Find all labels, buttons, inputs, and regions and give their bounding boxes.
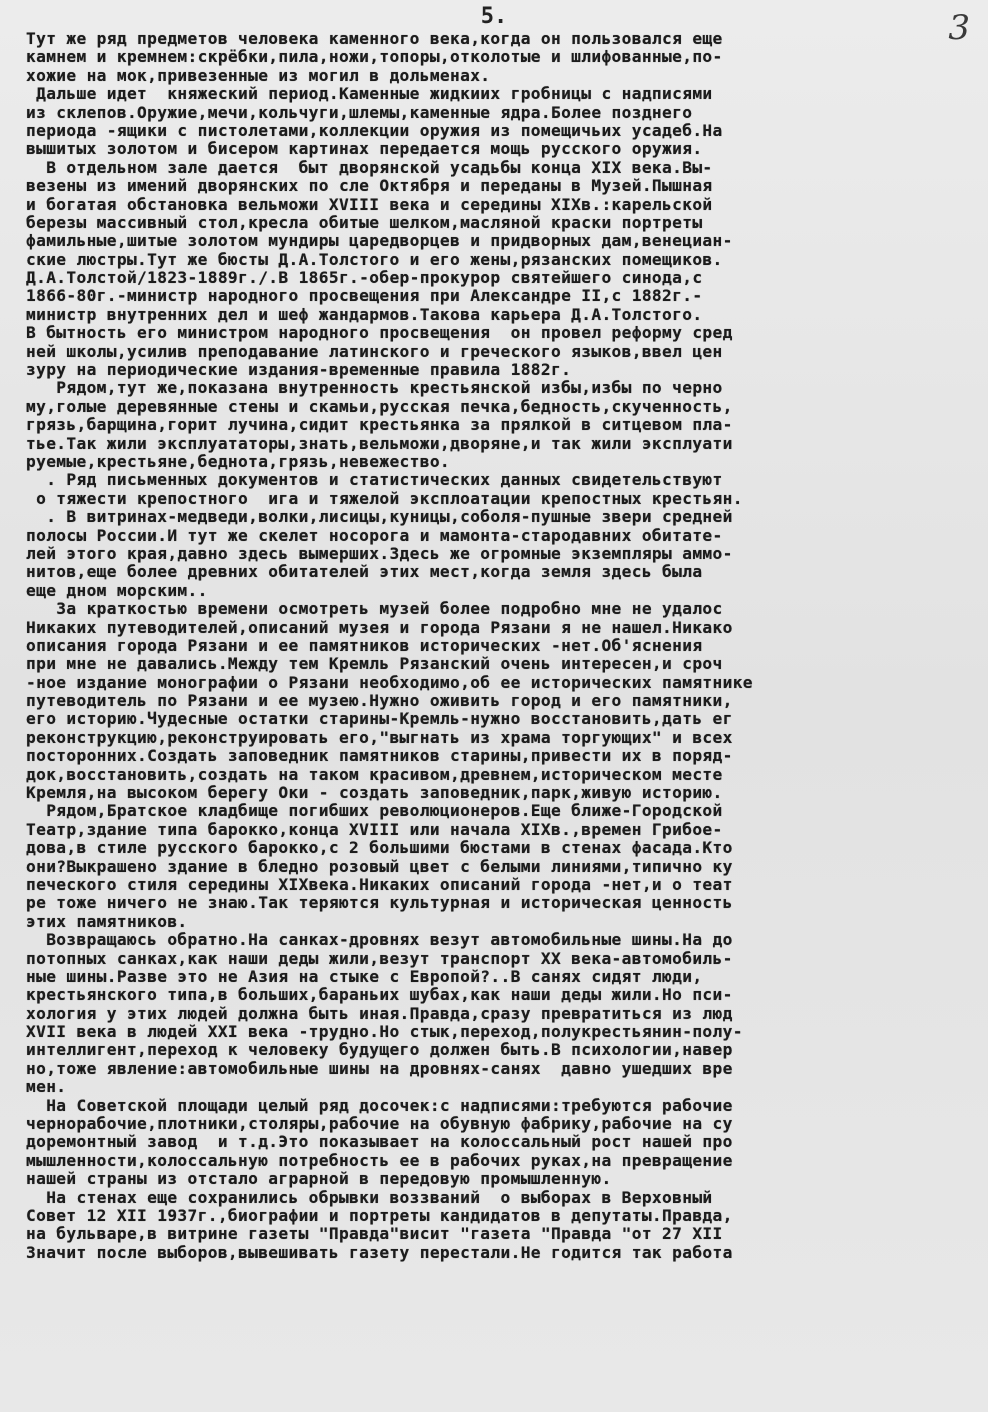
text-line: вышитых золотом и бисером картинах передается мощь русского оружия.: [26, 140, 703, 159]
text-line: На Советской площади целый ряд досочек:с надписями:требуются рабочие: [26, 1096, 733, 1115]
text-line: зуру на периодические издания-временные правила 1882г.: [26, 361, 572, 380]
text-line: нашей страны из отстало аграрной в передовую промышленную.: [26, 1170, 612, 1189]
text-line: XVII века в людей XXI века -трудно.Но стык,переход,полукрестьянин-полу-: [26, 1023, 743, 1042]
text-line: и богатая обстановка вельможи XVIII века и середины XIXв.:карельской: [26, 195, 713, 214]
text-line: чернорабочие,плотники,столяры,рабочие на обувную фабрику,рабочие на су: [26, 1115, 733, 1134]
text-line: . Ряд письменных документов и статистических данных свидетельствуют: [26, 471, 723, 490]
text-line: Дальше идет княжеский период.Каменные жидкиих гробницы с надписями: [26, 85, 713, 104]
text-line: хология у этих людей должна быть иная.Правда,сразу превратиться из люд: [26, 1004, 733, 1023]
text-line: описания города Рязани и ее памятников исторических -нет.Об'яснения: [26, 636, 703, 655]
text-line: еще дном морским..: [26, 581, 208, 600]
text-line: На стенах еще сохранились обрывки воззваний о выборах в Верховный: [26, 1188, 713, 1207]
text-line: Никаких путеводителей,описаний музея и города Рязани я не нашел.Никако: [26, 618, 733, 637]
text-line: печеского стиля середины XIXвека.Никаких описаний города -нет,и о теат: [26, 875, 733, 894]
text-line: Возвращаюсь обратно.На санках-дровнях везут автомобильные шины.На до: [26, 931, 733, 950]
text-line: потопных санках,как наши деды жили,везут транспорт XX века-автомобиль-: [26, 949, 733, 968]
typewritten-body: [26, 30, 966, 1262]
text-line: березы массивный стол,кресла обитые шелком,масляной краски портреты: [26, 213, 703, 232]
text-line: Значит после выборов,вывешивать газету перестали.Не годится так работа: [26, 1243, 733, 1262]
text-line: Кремля,на высоком берегу Оки - создать заповедник,парк,живую историю.: [26, 784, 723, 803]
text-line: За краткостью времени осмотреть музей более подробно мне не удалос: [26, 600, 723, 619]
text-line: везены из имений дворянских по сле Октября и переданы в Музей.Пышная: [26, 177, 713, 196]
text-line: ре тоже ничего не знаю.Так теряются культурная и историческая ценность: [26, 894, 733, 913]
text-line: путеводитель по Рязани и ее музею.Нужно оживить город и его памятники,: [26, 692, 733, 711]
text-line: из склепов.Оружие,мечи,кольчуги,шлемы,каменные ядра.Более позднего: [26, 103, 693, 122]
text-line: фамильные,шитые золотом мундиры царедворцев и придворных дам,венециан-: [26, 232, 733, 251]
text-line: этих памятников.: [26, 912, 188, 931]
text-line: они?Выкрашено здание в бледно розовый цвет с белыми линиями,типично ку: [26, 857, 733, 876]
text-line: доремонтный завод и т.д.Это показывает на колоссальный рост нашей про: [26, 1133, 733, 1152]
text-line: министр внутренних дел и шеф жандармов.Такова карьера Д.А.Толстого.: [26, 305, 703, 324]
text-line: периода -ящики с пистолетами,коллекции оружия из помещичьих усадеб.На: [26, 121, 723, 140]
text-line: док,восстановить,создать на таком красивом,древнем,историческом месте: [26, 765, 723, 784]
text-line: крестьянского типа,в больших,бараньих шубах,как наши деды жили.Но пси-: [26, 986, 733, 1005]
text-line: Д.А.Толстой/1823-1889г./.В 1865г.-обер-прокурор святейшего синода,с: [26, 269, 703, 288]
text-line: Тут же ряд предметов человека каменного века,когда он пользовался еще: [26, 30, 723, 48]
text-line: камнем и кремнем:скрёбки,пила,ножи,топоры,отколотые и шлифованные,по-: [26, 48, 723, 67]
text-line: но,тоже явление:автомобильные шины на дровнях-санях давно ушедших вре: [26, 1059, 733, 1078]
text-line: на бульваре,в витрине газеты "Правда"висит "газета "Правда "от 27 XII: [26, 1225, 723, 1244]
text-line: при мне не давались.Между тем Кремль Рязанский очень интересен,и сроч: [26, 655, 723, 674]
text-line: мен.: [26, 1078, 67, 1097]
text-line: В бытность его министром народного просвещения он провел реформу сред: [26, 324, 733, 343]
text-line: -ное издание монографии о Рязани необходимо,об ее исторических памятнике: [26, 673, 753, 692]
text-line: Рядом,тут же,показана внутренность крестьянской избы,избы по черно: [26, 379, 723, 398]
text-line: дова,в стиле русского барокко,с 2 большими бюстами в стенах фасада.Кто: [26, 839, 733, 858]
text-line: Совет 12 XII 1937г.,биографии и портреты кандидатов в депутаты.Правда,: [26, 1207, 733, 1225]
text-line: о тяжести крепостного ига и тяжелой эксплоатации крепостных крестьян.: [26, 489, 743, 508]
text-line: хожие на мок,привезенные из могил в дольменах.: [26, 66, 491, 85]
text-line: тье.Так жили эксплуататоры,знать,вельможи,дворяне,и так жили эксплуати: [26, 434, 733, 453]
text-line: грязь,барщина,горит лучина,сидит крестьянка за прялкой в ситцевом пла-: [26, 416, 733, 435]
text-line: Рядом,Братское кладбище погибших революционеров.Еще ближе-Городской: [26, 802, 723, 821]
text-line: посторонних.Создать заповедник памятников старины,привести их в поряд-: [26, 747, 733, 766]
text-line: 1866-80г.-министр народного просвещения при Александре II,с 1882г.-: [26, 287, 703, 306]
text-line: мышленности,колоссальную потребность ее в рабочих руках,на превращение: [26, 1151, 733, 1170]
text-line: реконструкцию,реконструировать его,"выгнать из храма торгующих" и всех: [26, 728, 733, 747]
handwritten-page-mark: 3: [948, 8, 970, 48]
text-line: руемые,крестьяне,беднота,грязь,невежество.: [26, 452, 451, 471]
text-line: ные шины.Разве это не Азия на стыке с Европой?..В санях сидят люди,: [26, 967, 703, 986]
text-line: Театр,здание типа барокко,конца XVIII или начала XIXв.,времен Грибое-: [26, 820, 723, 839]
text-line: нитов,еще более древних обитателей этих мест,когда земля здесь была: [26, 563, 703, 582]
text-line: лей этого края,давно здесь вымерших.Здесь же огромные экземпляры аммо-: [26, 544, 733, 563]
text-line: му,голые деревянные стены и скамьи,русская печка,бедность,скученность,: [26, 397, 733, 416]
text-line: полосы России.И тут же скелет носорога и мамонта-стародавних обитате-: [26, 526, 723, 545]
text-line: ней школы,усилив преподавание латинского и греческого языков,ввел цен: [26, 342, 723, 361]
text-line: его историю.Чудесные остатки старины-Кремль-нужно восстановить,дать ег: [26, 710, 733, 729]
text-line: ские люстры.Тут же бюсты Д.А.Толстого и его жены,рязанских помещиков.: [26, 250, 723, 269]
text-line: интеллигент,переход к человеку будущего должен быть.В психологии,навер: [26, 1041, 733, 1060]
page-number: 5.: [480, 4, 508, 29]
text-line: . В витринах-медведи,волки,лисицы,куницы,соболя-пушные звери средней: [26, 508, 733, 527]
text-line: В отдельном зале дается быт дворянской усадьбы конца XIX века.Вы-: [26, 158, 713, 177]
